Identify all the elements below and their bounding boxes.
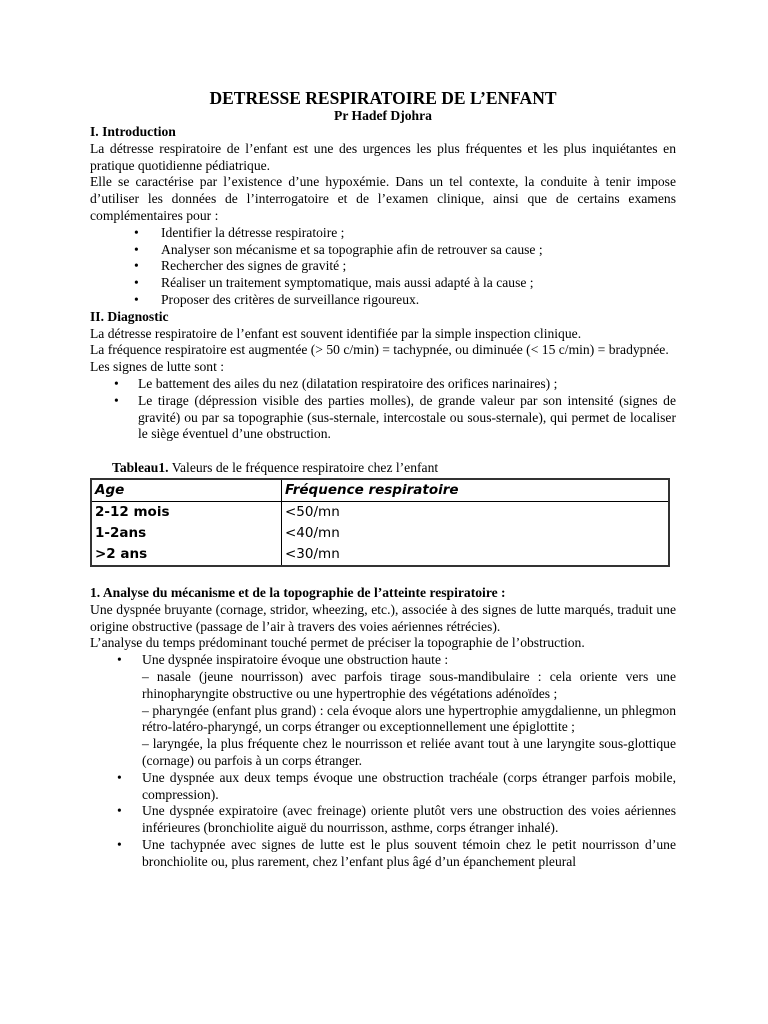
list-item: • Identifier la détresse respiratoire ; [90, 225, 676, 242]
column-header-frequency: Fréquence respiratoire [282, 479, 670, 502]
list-item: • Le battement des ailes du nez (dilatation respiratoire des orifices narinaires) ; [90, 376, 676, 393]
inspiratory-title: • Une dyspnée inspiratoire évoque une obstruction haute : [142, 652, 449, 668]
frequency-table [90, 478, 670, 567]
diagnostic-paragraph-2: La fréquence respiratoire est augmentée (> 50 c/min) = tachypnée, ou diminuée (< 15 c/min) = bradypnée. [90, 342, 669, 358]
list-item: • Une tachypnée avec signes de lutte est le plus souvent témoin chez le petit nourrisson d’une bronchiolite ou, plus rarement, chez l’enfant plus âgé d’un épanchement pleural [90, 837, 676, 871]
pharyngeal-detail: – pharyngée (enfant plus grand) : cela évoque alors une hypertrophie amygdalienne, un phlegmon rétro-latéro-pharyngé, un corps étranger ou exceptionnellement une épiglottite ; [142, 702, 676, 735]
page-title: DETRESSE RESPIRATOIRE DE L’ENFANT [209, 88, 557, 108]
list-item: • Une dyspnée expiratoire (avec freinage) oriente plutôt vers une obstruction des voies aériennes inférieures (bronchiolite aiguë du nourrisson, asthme, corps étranger inhalé). [90, 803, 676, 837]
list-item: • Rechercher des signes de gravité ; [90, 258, 676, 275]
intro-paragraph-2: Elle se caractérise par l’existence d’une hypoxémie. Dans un tel contexte, la conduite à tenir impose d’utiliser les données de l’interrogatoire et de l’examen clinique, ainsi que de certains examens complémentaires pour : [90, 174, 676, 223]
list-item: • Proposer des critères de surveillance rigoureux. [90, 292, 676, 309]
caption-text: Valeurs de le fréquence respiratoire chez l’enfant [168, 460, 439, 476]
intro-list [90, 225, 676, 309]
age-cell: 2-12 mois 1-2ans >2 ans [91, 501, 282, 566]
caption-label: Tableau1. [112, 460, 169, 476]
diagnostic-heading: II. Diagnostic [90, 308, 169, 324]
analysis-paragraph-2: L’analyse du temps prédominant touché permet de préciser la topographie de l’obstruction. [90, 635, 585, 651]
document-page [90, 88, 676, 870]
diagnostic-paragraph-3: Les signes de lutte sont : [90, 359, 225, 375]
analysis-paragraph-1: Une dyspnée bruyante (cornage, stridor, wheezing, etc.), associée à des signes de lutte marqués, traduit une origine obstructive (passage de l’air à travers des voies aériennes rétrécies). [90, 601, 676, 634]
list-item: • Une dyspnée aux deux temps évoque une obstruction trachéale (corps étranger parfois mobile, compression). [90, 770, 676, 804]
diagnostic-paragraph-1: La détresse respiratoire de l’enfant est souvent identifiée par la simple inspection clinique. [90, 325, 582, 341]
table-row [91, 501, 669, 566]
signs-list [90, 376, 676, 443]
intro-heading: I. Introduction [90, 124, 176, 139]
table-caption [112, 460, 676, 477]
table-header-row [91, 479, 669, 502]
analysis-list [90, 652, 676, 870]
list-item: • Analyser son mécanisme et sa topographie afin de retrouver sa cause ; [90, 242, 676, 259]
list-item: • Le tirage (dépression visible des parties molles), de grande valeur par son intensité (signes de gravité) ou par sa topographie (sus-sternale, intercostale ou sous-sternale), qui permet de localiser le siège éventuel d’une obstruction. [90, 393, 676, 443]
frequency-cell: <50/mn <40/mn <30/mn [282, 501, 670, 566]
nasal-detail: – nasale (jeune nourrisson) avec parfois tirage sous-mandibulaire : cela oriente vers une rhinopharyngite obstructive ou une hypertrophie des végétations adénoïdes ; [142, 668, 676, 701]
analysis-heading: 1. Analyse du mécanisme et de la topographie de l’atteinte respiratoire : [90, 584, 506, 600]
list-item: • Réaliser un traitement symptomatique, mais aussi adapté à la cause ; [90, 275, 676, 292]
author: Pr Hadef Djohra [334, 108, 432, 123]
laryngeal-detail: – laryngée, la plus fréquente chez le nourrisson et reliée avant tout à une laryngite sous-glottique (cornage) ou parfois à un corps étranger. [142, 736, 676, 768]
intro-paragraph-1: La détresse respiratoire de l’enfant est une des urgences les plus fréquentes et les plus inquiétantes en pratique quotidienne pédiatrique. [90, 140, 676, 173]
list-item [90, 652, 676, 770]
column-header-age: Age [91, 479, 282, 502]
